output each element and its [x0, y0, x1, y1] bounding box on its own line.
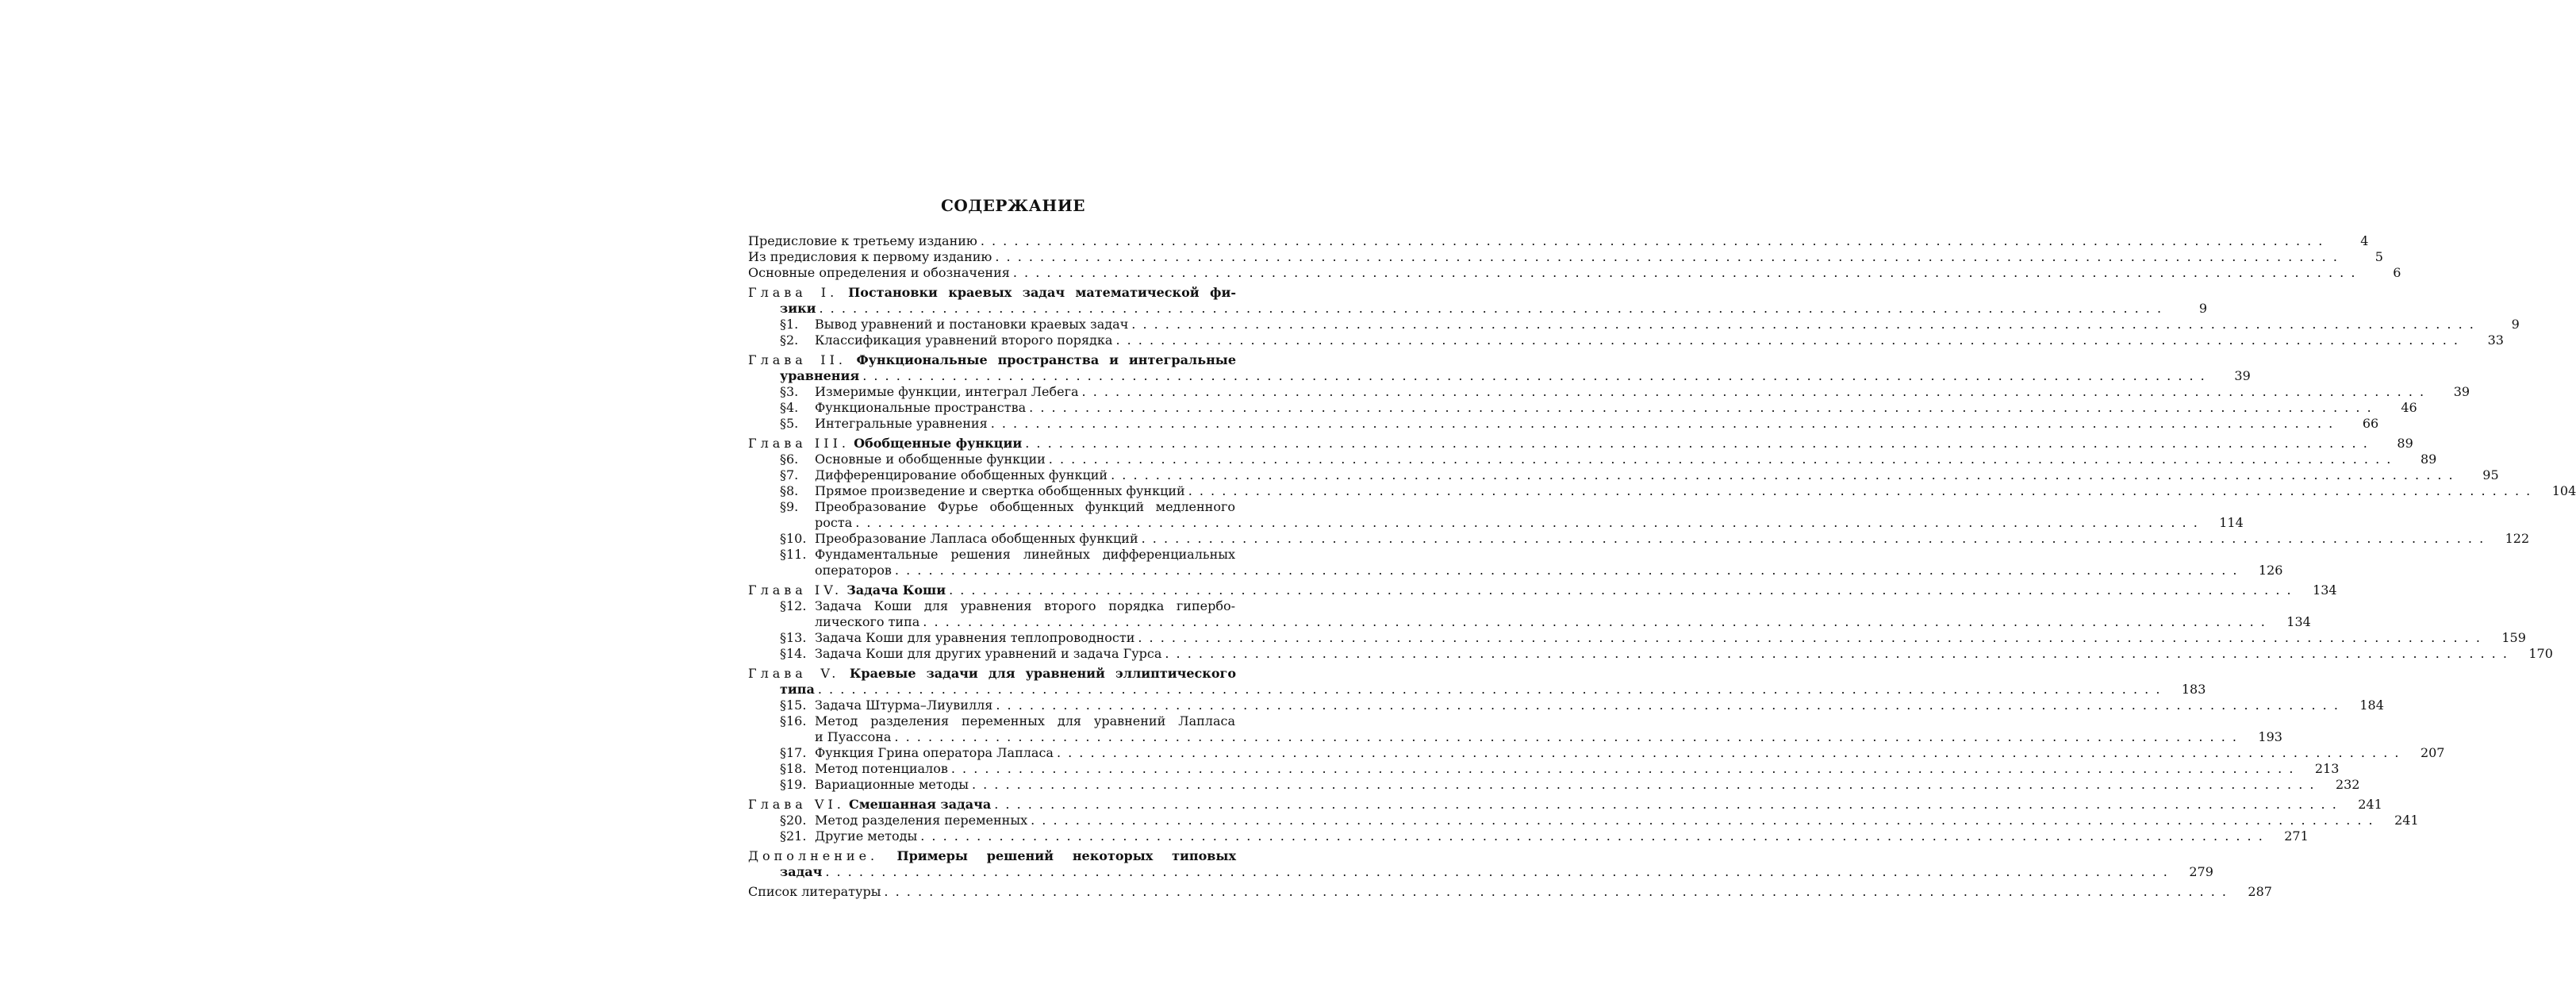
section-number: §11.: [780, 547, 807, 562]
section-number: §9.: [780, 499, 799, 514]
dot-leader: . . . . . . . . . . . . . . . . . . . . . . . . . . . . . . . . . . . . . . . . . . . . . . . . . . . . . . . . . . . . . . . . . . . . . . . . . . . . . . . . . . . . . . . . . . . . . . . . . . . . . . . . . . . . . . . . . . . . . . . .: [1188, 483, 2532, 498]
dot-leader: . . . . . . . . . . . . . . . . . . . . . . . . . . . . . . . . . . . . . . . . . . . . . . . . . . . . . . . . . . . . . . . . . . . . . . . . . . . . . . . . . . . . . . . . . . . . . . . . . . . . . . . . . . . . . . . . . . . . . . . .: [1138, 630, 2482, 645]
section-entry[interactable]: [748, 547, 1278, 563]
section-entry-cont[interactable]: [748, 515, 2244, 531]
chapter-heading-cont[interactable]: [748, 682, 2206, 698]
dot-leader: . . . . . . . . . . . . . . . . . . . . . . . . . . . . . . . . . . . . . . . . . . . . . . . . . . . . . . . . . . . . . . . . . . . . . . . . . . . . . . . . . . . . . . . . . . . . . . . . . . . . . . . . . . . . . . . . . . . . . . . .: [894, 729, 2238, 744]
section-page: 184: [2359, 698, 2384, 713]
section-title: Задача Коши для других уравнений и задача Гурса: [815, 646, 1162, 661]
section-title-cont: роста: [815, 515, 853, 530]
section-number: §15.: [780, 698, 807, 713]
section-page: 126: [2258, 563, 2283, 578]
section-entry[interactable]: [748, 483, 2576, 499]
section-title: Фундаментальные решения линейных дифференциальных: [815, 547, 1235, 562]
section-page: 66: [2362, 416, 2379, 431]
appendix-heading-cont[interactable]: [748, 864, 2213, 880]
section-number: §12.: [780, 598, 807, 613]
dot-leader: . . . . . . . . . . . . . . . . . . . . . . . . . . . . . . . . . . . . . . . . . . . . . . . . . . . . . . . . . . . . . . . . . . . . . . . . . . . . . . . . . . . . . . . . . . . . . . . . . . . . . . . . . . . . . . . . . . . . . . . .: [950, 761, 2295, 776]
section-title: Метод потенциалов: [815, 761, 948, 776]
section-title: Задача Коши для уравнения теплопроводности: [815, 630, 1135, 645]
section-number: §5.: [780, 416, 799, 431]
chapter-page: 134: [2313, 582, 2337, 598]
chapter-title: Краевые задачи для уравнений эллиптического: [849, 666, 1236, 681]
dot-leader: . . . . . . . . . . . . . . . . . . . . . . . . . . . . . . . . . . . . . . . . . . . . . . . . . . . . . . . . . . . . . . . . . . . . . . . . . . . . . . . . . . . . . . . . . . . . . . . . . . . . . . . . . . . . . . . . . . . . . . . .: [1165, 646, 2509, 661]
toc-entry-label: Основные определения и обозначения: [748, 265, 1010, 280]
chapter-heading-line: [748, 666, 1236, 682]
chapter-heading-line: [748, 582, 946, 598]
toc-entry[interactable]: [748, 249, 2383, 265]
bibliography-entry[interactable]: [748, 884, 2272, 900]
chapter-heading-cont[interactable]: [748, 368, 2251, 384]
dot-leader: . . . . . . . . . . . . . . . . . . . . . . . . . . . . . . . . . . . . . . . . . . . . . . . . . . . . . . . . . . . . . . . . . . . . . . . . . . . . . . . . . . . . . . . . . . . . . . . . . . . . . . . . . . . . . . . . . . . . . . . .: [1031, 813, 2374, 828]
chapter-title-cont: уравнения: [780, 368, 860, 383]
section-title: Функция Грина оператора Лапласа: [815, 745, 1054, 760]
dot-leader: . . . . . . . . . . . . . . . . . . . . . . . . . . . . . . . . . . . . . . . . . . . . . . . . . . . . . . . . . . . . . . . . . . . . . . . . . . . . . . . . . . . . . . . . . . . . . . . . . . . . . . . . . . . . . . . . . . . . . . . .: [1141, 531, 2486, 546]
section-number: §10.: [780, 531, 807, 546]
section-title: Преобразование Лапласа обобщенных функций: [815, 531, 1138, 546]
section-title: Функциональные пространства: [815, 400, 1027, 415]
section-title-cont: лического типа: [815, 614, 920, 629]
chapter-prefix: Глава II.: [748, 352, 847, 367]
section-number: §1.: [780, 317, 799, 332]
section-number: §7.: [780, 467, 799, 482]
section-title: Интегральные уравнения: [815, 416, 988, 431]
toc-entry-page: 4: [2360, 233, 2369, 248]
toc-body: [748, 233, 2576, 900]
dot-leader: . . . . . . . . . . . . . . . . . . . . . . . . . . . . . . . . . . . . . . . . . . . . . . . . . . . . . . . . . . . . . . . . . . . . . . . . . . . . . . . . . . . . . . . . . . . . . . . . . . . . . . . . . . . . . . . . . . . . . . . .: [817, 682, 2162, 697]
section-page: 46: [2401, 400, 2417, 415]
section-number: §13.: [780, 630, 807, 645]
section-page: 89: [2420, 452, 2437, 467]
chapter-heading[interactable]: [748, 797, 2382, 813]
chapter-heading[interactable]: [748, 352, 1278, 368]
section-title-cont: и Пуассона: [815, 729, 892, 744]
section-page: 207: [2420, 745, 2445, 760]
section-entry-cont[interactable]: [748, 563, 2283, 578]
chapter-title: Обобщенные функции: [854, 436, 1023, 451]
section-title: Основные и обобщенные функции: [815, 452, 1046, 467]
section-number: §17.: [780, 745, 807, 760]
section-title: Прямое произведение и свертка обобщенных функций: [815, 483, 1185, 498]
dot-leader: . . . . . . . . . . . . . . . . . . . . . . . . . . . . . . . . . . . . . . . . . . . . . . . . . . . . . . . . . . . . . . . . . . . . . . . . . . . . . . . . . . . . . . . . . . . . . . . . . . . . . . . . . . . . . . . . . . . . . . . .: [995, 249, 2339, 264]
toc-entry-label: Предисловие к третьему изданию: [748, 233, 977, 248]
dot-leader: . . . . . . . . . . . . . . . . . . . . . . . . . . . . . . . . . . . . . . . . . . . . . . . . . . . . . . . . . . . . . . . . . . . . . . . . . . . . . . . . . . . . . . . . . . . . . . . . . . . . . . . . . . . . . . . . . . . . . . . .: [862, 368, 2206, 383]
section-page: 9: [2511, 317, 2520, 332]
toc-entry-label: Из предисловия к первому изданию: [748, 249, 992, 264]
dot-leader: . . . . . . . . . . . . . . . . . . . . . . . . . . . . . . . . . . . . . . . . . . . . . . . . . . . . . . . . . . . . . . . . . . . . . . . . . . . . . . . . . . . . . . . . . . . . . . . . . . . . . . . . . . . . . . . . . . . . . . . .: [1111, 467, 2455, 482]
dot-leader: . . . . . . . . . . . . . . . . . . . . . . . . . . . . . . . . . . . . . . . . . . . . . . . . . . . . . . . . . . . . . . . . . . . . . . . . . . . . . . . . . . . . . . . . . . . . . . . . . . . . . . . . . . . . . . . . . . . . . . . .: [884, 884, 2228, 899]
section-number: §2.: [780, 332, 799, 348]
section-page: 104: [2551, 483, 2576, 498]
section-entry-cont[interactable]: [748, 729, 2282, 745]
section-title: Вариационные методы: [815, 777, 969, 792]
chapter-prefix: Глава I.: [748, 285, 839, 300]
section-page: 159: [2501, 630, 2526, 645]
dot-leader: . . . . . . . . . . . . . . . . . . . . . . . . . . . . . . . . . . . . . . . . . . . . . . . . . . . . . . . . . . . . . . . . . . . . . . . . . . . . . . . . . . . . . . . . . . . . . . . . . . . . . . . . . . . . . . . . . . . . . . . .: [971, 777, 2316, 792]
chapter-heading[interactable]: [748, 436, 2413, 452]
section-number: §16.: [780, 713, 807, 728]
section-number: §18.: [780, 761, 807, 776]
section-page: 213: [2314, 761, 2340, 776]
section-title: Дифференцирование обобщенных функций: [815, 467, 1108, 482]
chapter-prefix: Глава VI.: [748, 797, 845, 812]
section-page: 170: [2528, 646, 2553, 661]
section-title: Другие методы: [815, 828, 918, 844]
section-entry[interactable]: [748, 745, 2445, 761]
section-number: §21.: [780, 828, 807, 844]
dot-leader: . . . . . . . . . . . . . . . . . . . . . . . . . . . . . . . . . . . . . . . . . . . . . . . . . . . . . . . . . . . . . . . . . . . . . . . . . . . . . . . . . . . . . . . . . . . . . . . . . . . . . . . . . . . . . . . . . . . . . . . .: [994, 797, 2338, 812]
chapter-page: 183: [2181, 682, 2206, 697]
chapter-heading[interactable]: [748, 666, 1278, 682]
chapter-page: 89: [2397, 436, 2413, 451]
chapter-title: Задача Коши: [847, 582, 946, 598]
section-page: 241: [2394, 813, 2419, 828]
section-page: 134: [2286, 614, 2311, 629]
dot-leader: . . . . . . . . . . . . . . . . . . . . . . . . . . . . . . . . . . . . . . . . . . . . . . . . . . . . . . . . . . . . . . . . . . . . . . . . . . . . . . . . . . . . . . . . . . . . . . . . . . . . . . . . . . . . . . . . . . . . . . . .: [1056, 745, 2401, 760]
section-page: 33: [2487, 332, 2504, 348]
chapter-heading[interactable]: [748, 582, 2337, 598]
section-page: 232: [2335, 777, 2360, 792]
section-number: §3.: [780, 384, 799, 399]
toc-entry-page: 6: [2393, 265, 2401, 280]
section-page: 122: [2505, 531, 2530, 546]
section-page: 193: [2258, 729, 2282, 744]
section-page: 39: [2453, 384, 2470, 399]
dot-leader: . . . . . . . . . . . . . . . . . . . . . . . . . . . . . . . . . . . . . . . . . . . . . . . . . . . . . . . . . . . . . . . . . . . . . . . . . . . . . . . . . . . . . . . . . . . . . . . . . . . . . . . . . . . . . . . . . . . . . . . .: [990, 416, 2335, 431]
dot-leader: . . . . . . . . . . . . . . . . . . . . . . . . . . . . . . . . . . . . . . . . . . . . . . . . . . . . . . . . . . . . . . . . . . . . . . . . . . . . . . . . . . . . . . . . . . . . . . . . . . . . . . . . . . . . . . . . . . . . . . . .: [1115, 332, 2459, 348]
section-entry[interactable]: [748, 416, 2379, 432]
chapter-prefix: Глава III.: [748, 436, 850, 451]
section-entry[interactable]: [748, 384, 2470, 400]
section-number: §20.: [780, 813, 807, 828]
chapter-page: 39: [2234, 368, 2251, 383]
section-title: Метод разделения переменных для уравнений Лапласа: [815, 713, 1235, 728]
chapter-heading-cont[interactable]: [748, 301, 2208, 317]
bibliography-page: 287: [2248, 884, 2272, 899]
chapter-title-cont: зики: [780, 301, 816, 316]
section-title: Задача Штурма–Лиувилля: [815, 698, 993, 713]
dot-leader: . . . . . . . . . . . . . . . . . . . . . . . . . . . . . . . . . . . . . . . . . . . . . . . . . . . . . . . . . . . . . . . . . . . . . . . . . . . . . . . . . . . . . . . . . . . . . . . . . . . . . . . . . . . . . . . . . . . . . . . .: [1081, 384, 2426, 399]
dot-leader: . . . . . . . . . . . . . . . . . . . . . . . . . . . . . . . . . . . . . . . . . . . . . . . . . . . . . . . . . . . . . . . . . . . . . . . . . . . . . . . . . . . . . . . . . . . . . . . . . . . . . . . . . . . . . . . . . . . . . . . .: [920, 828, 2264, 844]
chapter-page: 241: [2358, 797, 2382, 812]
dot-leader: . . . . . . . . . . . . . . . . . . . . . . . . . . . . . . . . . . . . . . . . . . . . . . . . . . . . . . . . . . . . . . . . . . . . . . . . . . . . . . . . . . . . . . . . . . . . . . . . . . . . . . . . . . . . . . . . . . . . . . . .: [923, 614, 2267, 629]
table-of-contents: [748, 195, 2576, 900]
section-entry[interactable]: [748, 317, 2520, 332]
appendix-prefix: Дополнение.: [748, 848, 879, 863]
section-entry[interactable]: [748, 332, 2504, 348]
chapter-heading-line: [748, 797, 991, 813]
chapter-title-cont: типа: [780, 682, 815, 697]
section-entry[interactable]: [748, 777, 2360, 793]
toc-entry[interactable]: [748, 265, 2401, 281]
section-entry[interactable]: [748, 400, 2417, 416]
page-title: СОДЕРЖАНИЕ: [941, 196, 1085, 215]
section-page: 114: [2219, 515, 2244, 530]
chapter-heading-line: [748, 352, 1236, 368]
section-title: Метод разделения переменных: [815, 813, 1028, 828]
toc-entry[interactable]: [748, 233, 2369, 249]
section-entry[interactable]: [748, 630, 2526, 646]
section-title: Преобразование Фурье обобщенных функций медленного: [815, 499, 1235, 514]
section-number: §6.: [780, 452, 799, 467]
section-entry[interactable]: [748, 467, 2499, 483]
chapter-title: Смешанная задача: [848, 797, 992, 812]
section-page: 95: [2482, 467, 2499, 482]
dot-leader: . . . . . . . . . . . . . . . . . . . . . . . . . . . . . . . . . . . . . . . . . . . . . . . . . . . . . . . . . . . . . . . . . . . . . . . . . . . . . . . . . . . . . . . . . . . . . . . . . . . . . . . . . . . . . . . . . . . . . . . .: [996, 698, 2340, 713]
section-entry[interactable]: [748, 828, 2309, 844]
appendix-heading-line: [748, 848, 1236, 864]
section-title: Задача Коши для уравнения второго порядка гипербо-: [815, 598, 1235, 613]
section-title: Вывод уравнений и постановки краевых задач: [815, 317, 1129, 332]
section-title: Измеримые функции, интеграл Лебега: [815, 384, 1079, 399]
appendix-title-cont: задач: [780, 864, 823, 879]
appendix-page: 279: [2189, 864, 2213, 879]
section-entry[interactable]: [748, 698, 2384, 713]
section-entry[interactable]: [748, 813, 2419, 828]
dot-leader: . . . . . . . . . . . . . . . . . . . . . . . . . . . . . . . . . . . . . . . . . . . . . . . . . . . . . . . . . . . . . . . . . . . . . . . . . . . . . . . . . . . . . . . . . . . . . . . . . . . . . . . . . . . . . . . . . . . . . . . .: [1029, 400, 2373, 415]
section-number: §4.: [780, 400, 799, 415]
dot-leader: . . . . . . . . . . . . . . . . . . . . . . . . . . . . . . . . . . . . . . . . . . . . . . . . . . . . . . . . . . . . . . . . . . . . . . . . . . . . . . . . . . . . . . . . . . . . . . . . . . . . . . . . . . . . . . . . . . . . . . . .: [980, 233, 2325, 248]
section-entry[interactable]: [748, 761, 2340, 777]
dot-leader: . . . . . . . . . . . . . . . . . . . . . . . . . . . . . . . . . . . . . . . . . . . . . . . . . . . . . . . . . . . . . . . . . . . . . . . . . . . . . . . . . . . . . . . . . . . . . . . . . . . . . . . . . . . . . . . . . . . . . . . .: [949, 582, 2293, 598]
section-entry[interactable]: [748, 452, 2437, 467]
dot-leader: . . . . . . . . . . . . . . . . . . . . . . . . . . . . . . . . . . . . . . . . . . . . . . . . . . . . . . . . . . . . . . . . . . . . . . . . . . . . . . . . . . . . . . . . . . . . . . . . . . . . . . . . . . . . . . . . . . . . . . . .: [894, 563, 2239, 578]
dot-leader: . . . . . . . . . . . . . . . . . . . . . . . . . . . . . . . . . . . . . . . . . . . . . . . . . . . . . . . . . . . . . . . . . . . . . . . . . . . . . . . . . . . . . . . . . . . . . . . . . . . . . . . . . . . . . . . . . . . . . . . .: [1131, 317, 2475, 332]
section-entry[interactable]: [748, 713, 1278, 729]
chapter-heading-line: [748, 436, 1022, 452]
appendix-title: Примеры решений некоторых типовых: [896, 848, 1236, 863]
section-entry[interactable]: [748, 499, 1278, 515]
section-number: §8.: [780, 483, 799, 498]
dot-leader: . . . . . . . . . . . . . . . . . . . . . . . . . . . . . . . . . . . . . . . . . . . . . . . . . . . . . . . . . . . . . . . . . . . . . . . . . . . . . . . . . . . . . . . . . . . . . . . . . . . . . . . . . . . . . . . . . . . . . . . .: [1012, 265, 2357, 280]
toc-entry-page: 5: [2374, 249, 2383, 264]
dot-leader: . . . . . . . . . . . . . . . . . . . . . . . . . . . . . . . . . . . . . . . . . . . . . . . . . . . . . . . . . . . . . . . . . . . . . . . . . . . . . . . . . . . . . . . . . . . . . . . . . . . . . . . . . . . . . . . . . . . . . . . .: [825, 864, 2169, 879]
section-page: 271: [2284, 828, 2309, 844]
section-number: §14.: [780, 646, 807, 661]
chapter-prefix: Глава V.: [748, 666, 840, 681]
dot-leader: . . . . . . . . . . . . . . . . . . . . . . . . . . . . . . . . . . . . . . . . . . . . . . . . . . . . . . . . . . . . . . . . . . . . . . . . . . . . . . . . . . . . . . . . . . . . . . . . . . . . . . . . . . . . . . . . . . . . . . . .: [1025, 436, 2369, 451]
chapter-prefix: Глава IV.: [748, 582, 843, 598]
section-title-cont: операторов: [815, 563, 892, 578]
chapter-title: Функциональные пространства и интегральные: [856, 352, 1237, 367]
section-entry-cont[interactable]: [748, 614, 2311, 630]
chapter-title: Постановки краевых задач математической фи-: [848, 285, 1236, 300]
chapter-heading[interactable]: [748, 285, 1278, 301]
section-number: §19.: [780, 777, 807, 792]
chapter-page: 9: [2198, 301, 2208, 316]
section-entry[interactable]: [748, 531, 2530, 547]
dot-leader: . . . . . . . . . . . . . . . . . . . . . . . . . . . . . . . . . . . . . . . . . . . . . . . . . . . . . . . . . . . . . . . . . . . . . . . . . . . . . . . . . . . . . . . . . . . . . . . . . . . . . . . . . . . . . . . . . . . . . . . .: [819, 301, 2163, 316]
section-entry[interactable]: [748, 598, 1278, 614]
bibliography-label: Список литературы: [748, 884, 881, 899]
dot-leader: . . . . . . . . . . . . . . . . . . . . . . . . . . . . . . . . . . . . . . . . . . . . . . . . . . . . . . . . . . . . . . . . . . . . . . . . . . . . . . . . . . . . . . . . . . . . . . . . . . . . . . . . . . . . . . . . . . . . . . . .: [1048, 452, 2393, 467]
section-entry[interactable]: [748, 646, 2553, 662]
dot-leader: . . . . . . . . . . . . . . . . . . . . . . . . . . . . . . . . . . . . . . . . . . . . . . . . . . . . . . . . . . . . . . . . . . . . . . . . . . . . . . . . . . . . . . . . . . . . . . . . . . . . . . . . . . . . . . . . . . . . . . . .: [855, 515, 2199, 530]
appendix-heading[interactable]: [748, 848, 1278, 864]
section-title: Классификация уравнений второго порядка: [815, 332, 1113, 348]
chapter-heading-line: [748, 285, 1236, 301]
